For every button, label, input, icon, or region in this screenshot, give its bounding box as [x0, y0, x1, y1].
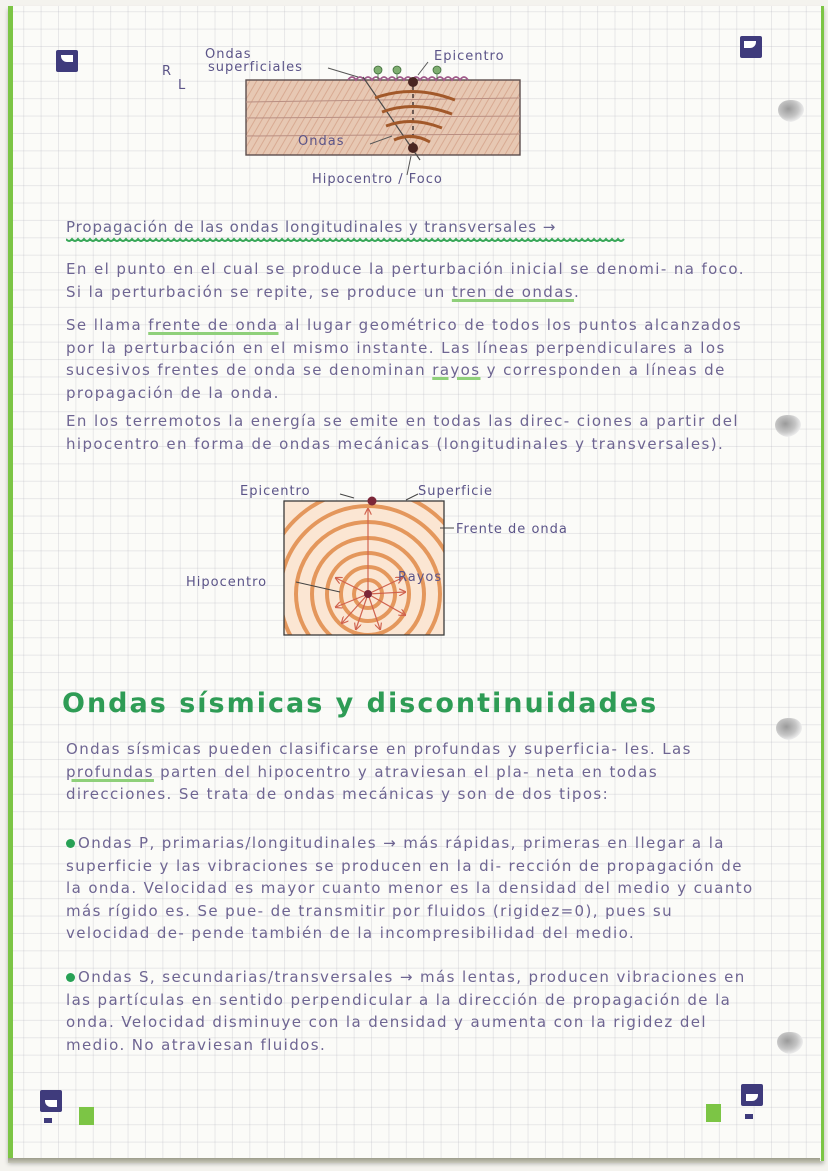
green-square-marker — [706, 1104, 721, 1122]
marker-dash-icon — [44, 1118, 52, 1123]
bullet-icon — [66, 839, 75, 848]
corner-marker-bottom-right-icon — [741, 1084, 763, 1106]
list-item-ondas-p: Ondas P, primarias/longitudinales → más rápidas, primeras en llegar a la superficie y las vibraciones se producen en la di- rección de propagación de la onda. Velocidad es mayor cuanto menor es la densidad del medio y cuanto más rígido es. Se pue- de transmitir por fluidos (rigidez=0), pues su velocidad de- pende también de la incompresibilidad del medio. — [66, 834, 754, 943]
label-epicentro: Epicentro — [434, 49, 505, 64]
label-hipocentro-foco: Hipocentro / Foco — [312, 172, 443, 187]
label-hipocentro-2: Hipocentro — [186, 575, 268, 590]
highlight-profundas: profundas — [66, 762, 154, 781]
wavy-underline — [66, 236, 708, 244]
label-epicentro-2: Epicentro — [240, 484, 311, 499]
section-subtitle: Propagación de las ondas longitudinales y transversales → — [66, 218, 557, 236]
corner-marker-top-left-icon — [56, 50, 78, 72]
label-ondas-inner: Ondas — [298, 134, 345, 149]
paragraph-terremotos: En los terremotos la energía se emite en todas las direc- ciones a partir del hipocentro en forma de ondas mecánicas (longitudinales y transversales). — [66, 412, 739, 453]
binder-hole-icon — [776, 718, 802, 740]
page-bottom-edge — [8, 1158, 820, 1163]
label-ondas: Ondas — [205, 47, 252, 62]
label-superficiales: superficiales — [208, 60, 303, 75]
binder-hole-icon — [778, 100, 804, 122]
marker-dash-icon — [745, 1114, 753, 1119]
highlight-rayos: rayos — [432, 361, 481, 380]
bullet-icon — [66, 973, 75, 982]
paragraph-frente-de-onda: Se llama frente de onda al lugar geométrico de todos los puntos alcanzados por la perturbación en el mismo instante. Las líneas perpendiculares a los sucesivos frentes de onda se denominan rayos y corresponden a líneas de propagación de la onda. — [66, 316, 743, 402]
corner-marker-top-right-icon — [740, 36, 762, 58]
highlight-tren-de-ondas: tren de ondas — [451, 282, 575, 301]
paragraph-ondas-sismicas: Ondas sísmicas pueden clasificarse en profundas y superficia- les. Las profundas parten del hipocentro y atraviesan el pla- neta en todas direcciones. Se trata de ondas mecánicas y son de dos tipos: — [66, 740, 692, 804]
binder-hole-icon — [775, 415, 801, 437]
main-heading: Ondas sísmicas y discontinuidades — [62, 688, 659, 719]
label-frente-de-onda: Frente de onda — [456, 522, 568, 537]
highlight-frente-de-onda: frente de onda — [148, 316, 279, 334]
label-l-waves: L — [178, 78, 187, 93]
binder-hole-icon — [777, 1032, 803, 1054]
label-rayos: Rayos — [398, 570, 443, 585]
green-square-marker — [79, 1107, 94, 1125]
paragraph-foco: En el punto en el cual se produce la perturbación inicial se denomi- na foco. Si la perturbación se repite, se produce un tren de ondas. — [66, 260, 745, 301]
label-superficie: Superficie — [418, 484, 494, 499]
list-item-ondas-s: Ondas S, secundarias/transversales → más lentas, producen vibraciones en las partículas en sentido perpendicular a la dirección de propagación de la onda. Velocidad disminuye con la densidad y aumenta con la rigidez del medio. No atraviesan fluidos. — [66, 968, 746, 1054]
label-r-waves: R — [162, 64, 173, 79]
corner-marker-bottom-left-icon — [40, 1090, 62, 1112]
